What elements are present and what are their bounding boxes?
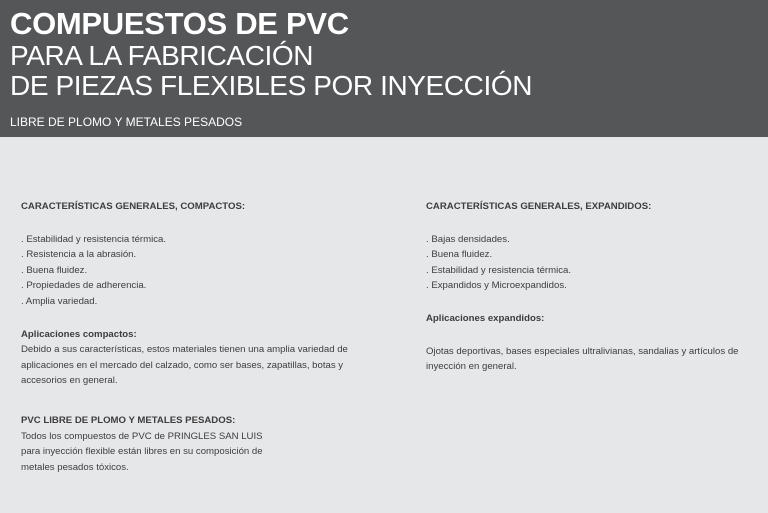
compact-features-list (21, 232, 381, 310)
title-line-1: PARA LA FABRICACIÓN (10, 40, 314, 71)
page-title: COMPUESTOS DE PVC (10, 6, 349, 41)
header-banner (0, 0, 768, 137)
list-item: . Estabilidad y resistencia térmica. (426, 264, 572, 276)
list-item: . Bajas densidades. (426, 233, 510, 245)
expanded-applications-line: Ojotas deportivas, bases especiales ultralivianas, sandalias y artículos de (426, 345, 739, 357)
list-item: . Resistencia a la abrasión. (21, 249, 137, 261)
compact-applications-line: aplicaciones en el mercado del calzado, como ser bases, zapatillas, botas y (21, 359, 344, 371)
compact-applications-line: accesorios en general. (21, 375, 118, 387)
list-item: . Amplia variedad. (21, 295, 98, 307)
list-item: . Buena fluidez. (426, 249, 493, 261)
compact-applications-line: Debido a sus características, estos materiales tienen una amplia variedad de (21, 344, 348, 356)
list-item: . Estabilidad y resistencia térmica. (21, 233, 167, 245)
list-item: . Expandidos y Microexpandidos. (426, 280, 567, 292)
lead-free-line: para inyección flexible están libres en su composición de (21, 446, 263, 458)
list-item: . Buena fluidez. (21, 264, 88, 276)
lead-free-line: metales pesados tóxicos. (21, 461, 129, 473)
expanded-features-heading: CARACTERÍSTICAS GENERALES, EXPANDIDOS: (426, 201, 652, 212)
expanded-column (426, 199, 761, 375)
compact-applications-heading: Aplicaciones compactos: (21, 328, 137, 340)
expanded-applications-heading: Aplicaciones expandidos: (426, 312, 545, 324)
list-item: . Propiedades de adherencia. (21, 280, 147, 292)
expanded-applications-line: inyección en general. (426, 361, 517, 373)
title-line-2: DE PIEZAS FLEXIBLES POR INYECCIÓN (10, 70, 533, 101)
lead-free-heading: PVC LIBRE DE PLOMO Y METALES PESADOS: (21, 414, 236, 426)
compact-column (21, 199, 381, 475)
expanded-features-list (426, 232, 761, 294)
lead-free-line: Todos los compuestos de PVC de PRINGLES SAN LUIS (21, 430, 263, 442)
compact-features-heading: CARACTERÍSTICAS GENERALES, COMPACTOS: (21, 201, 246, 212)
page-subtitle: LIBRE DE PLOMO Y METALES PESADOS (10, 115, 243, 129)
